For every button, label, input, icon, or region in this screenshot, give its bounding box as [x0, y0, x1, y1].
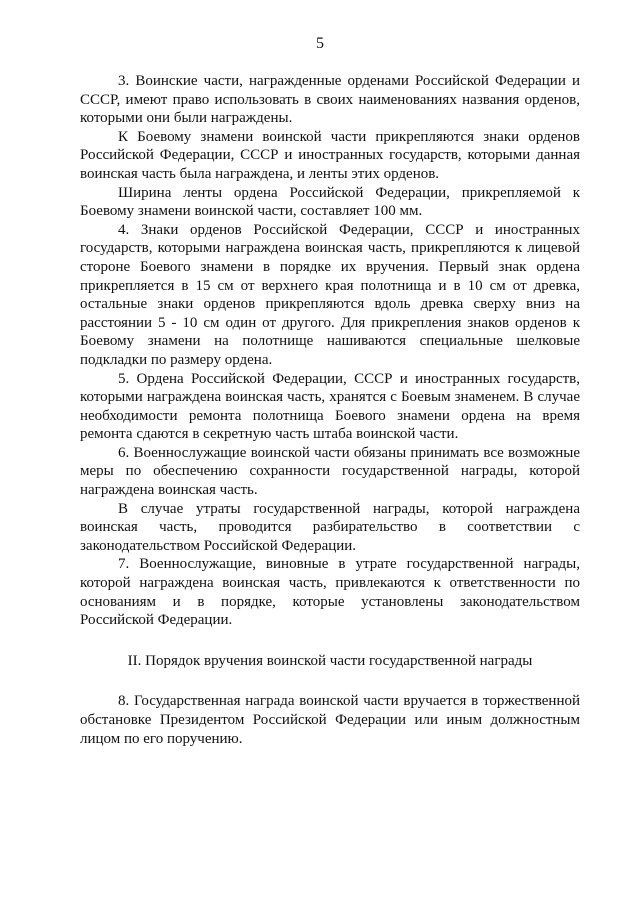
- document-body: [80, 72, 580, 748]
- paragraph-6: 6. Военнослужащие воинской части обязаны принимать все возможные меры по обеспечению сохранности государственной награды, которой награждена воинская часть.: [80, 444, 580, 499]
- paragraph-5: 5. Ордена Российской Федерации, СССР и иностранных государств, которыми награждена воинская часть, хранятся с Боевым знаменем. В случае необходимости ремонта полотнища Боевого знамени ордена на время ремонта сдаются в секретную часть штаба воинской части.: [80, 370, 580, 443]
- paragraph-6-loss: В случае утраты государственной награды, которой награждена воинская часть, проводится разбирательство в соответствии с законодательством Российской Федерации.: [80, 500, 580, 554]
- paragraph-3: 3. Воинские части, награжденные орденами Российской Федерации и СССР, имеют право использовать в своих наименованиях названия орденов, которыми они были награждены.: [80, 73, 580, 127]
- section-heading: II. Порядок вручения воинской части государственной награды: [127, 652, 533, 669]
- paragraph-7: 7. Военнослужащие, виновные в утрате государственной награды, которой награждена воинская часть, привлекаются к ответственности по основаниям и в порядке, которые установлены законодательством Российской Федерации.: [80, 556, 580, 629]
- paragraph-3-banner-attachment: К Боевому знамени воинской части прикрепляются знаки орденов Российской Федерации, СССР и иностранных государств, которыми данная воинская часть была награждена, и ленты этих орденов.: [80, 128, 580, 182]
- paragraph-3-ribbon-width: Ширина ленты ордена Российской Федерации, прикрепляемой к Боевому знамени воинской части, составляет 100 мм.: [80, 184, 580, 220]
- paragraph-4: 4. Знаки орденов Российской Федерации, СССР и иностранных государств, которыми награждена воинская часть, прикрепляются к лицевой стороне Боевого знамени в порядке их вручения. Первый знак ордена прикрепляется в 15 см от верхнего края полотнища и в 10 см от древка, остальные знаки орденов прикрепляются вдоль древка сверху вниз на расстоянии 5 - 10 см один от другого. Для прикрепления знаков орденов к Боевому знамени на полотнище нашиваются специальные шелковые подкладки по размеру ордена.: [80, 221, 580, 368]
- page-number: 5: [316, 35, 324, 52]
- paragraph-8: 8. Государственная награда воинской части вручается в торжественной обстановке Президентом Российской Федерации или иным должностным лицом по его поручению.: [80, 693, 580, 747]
